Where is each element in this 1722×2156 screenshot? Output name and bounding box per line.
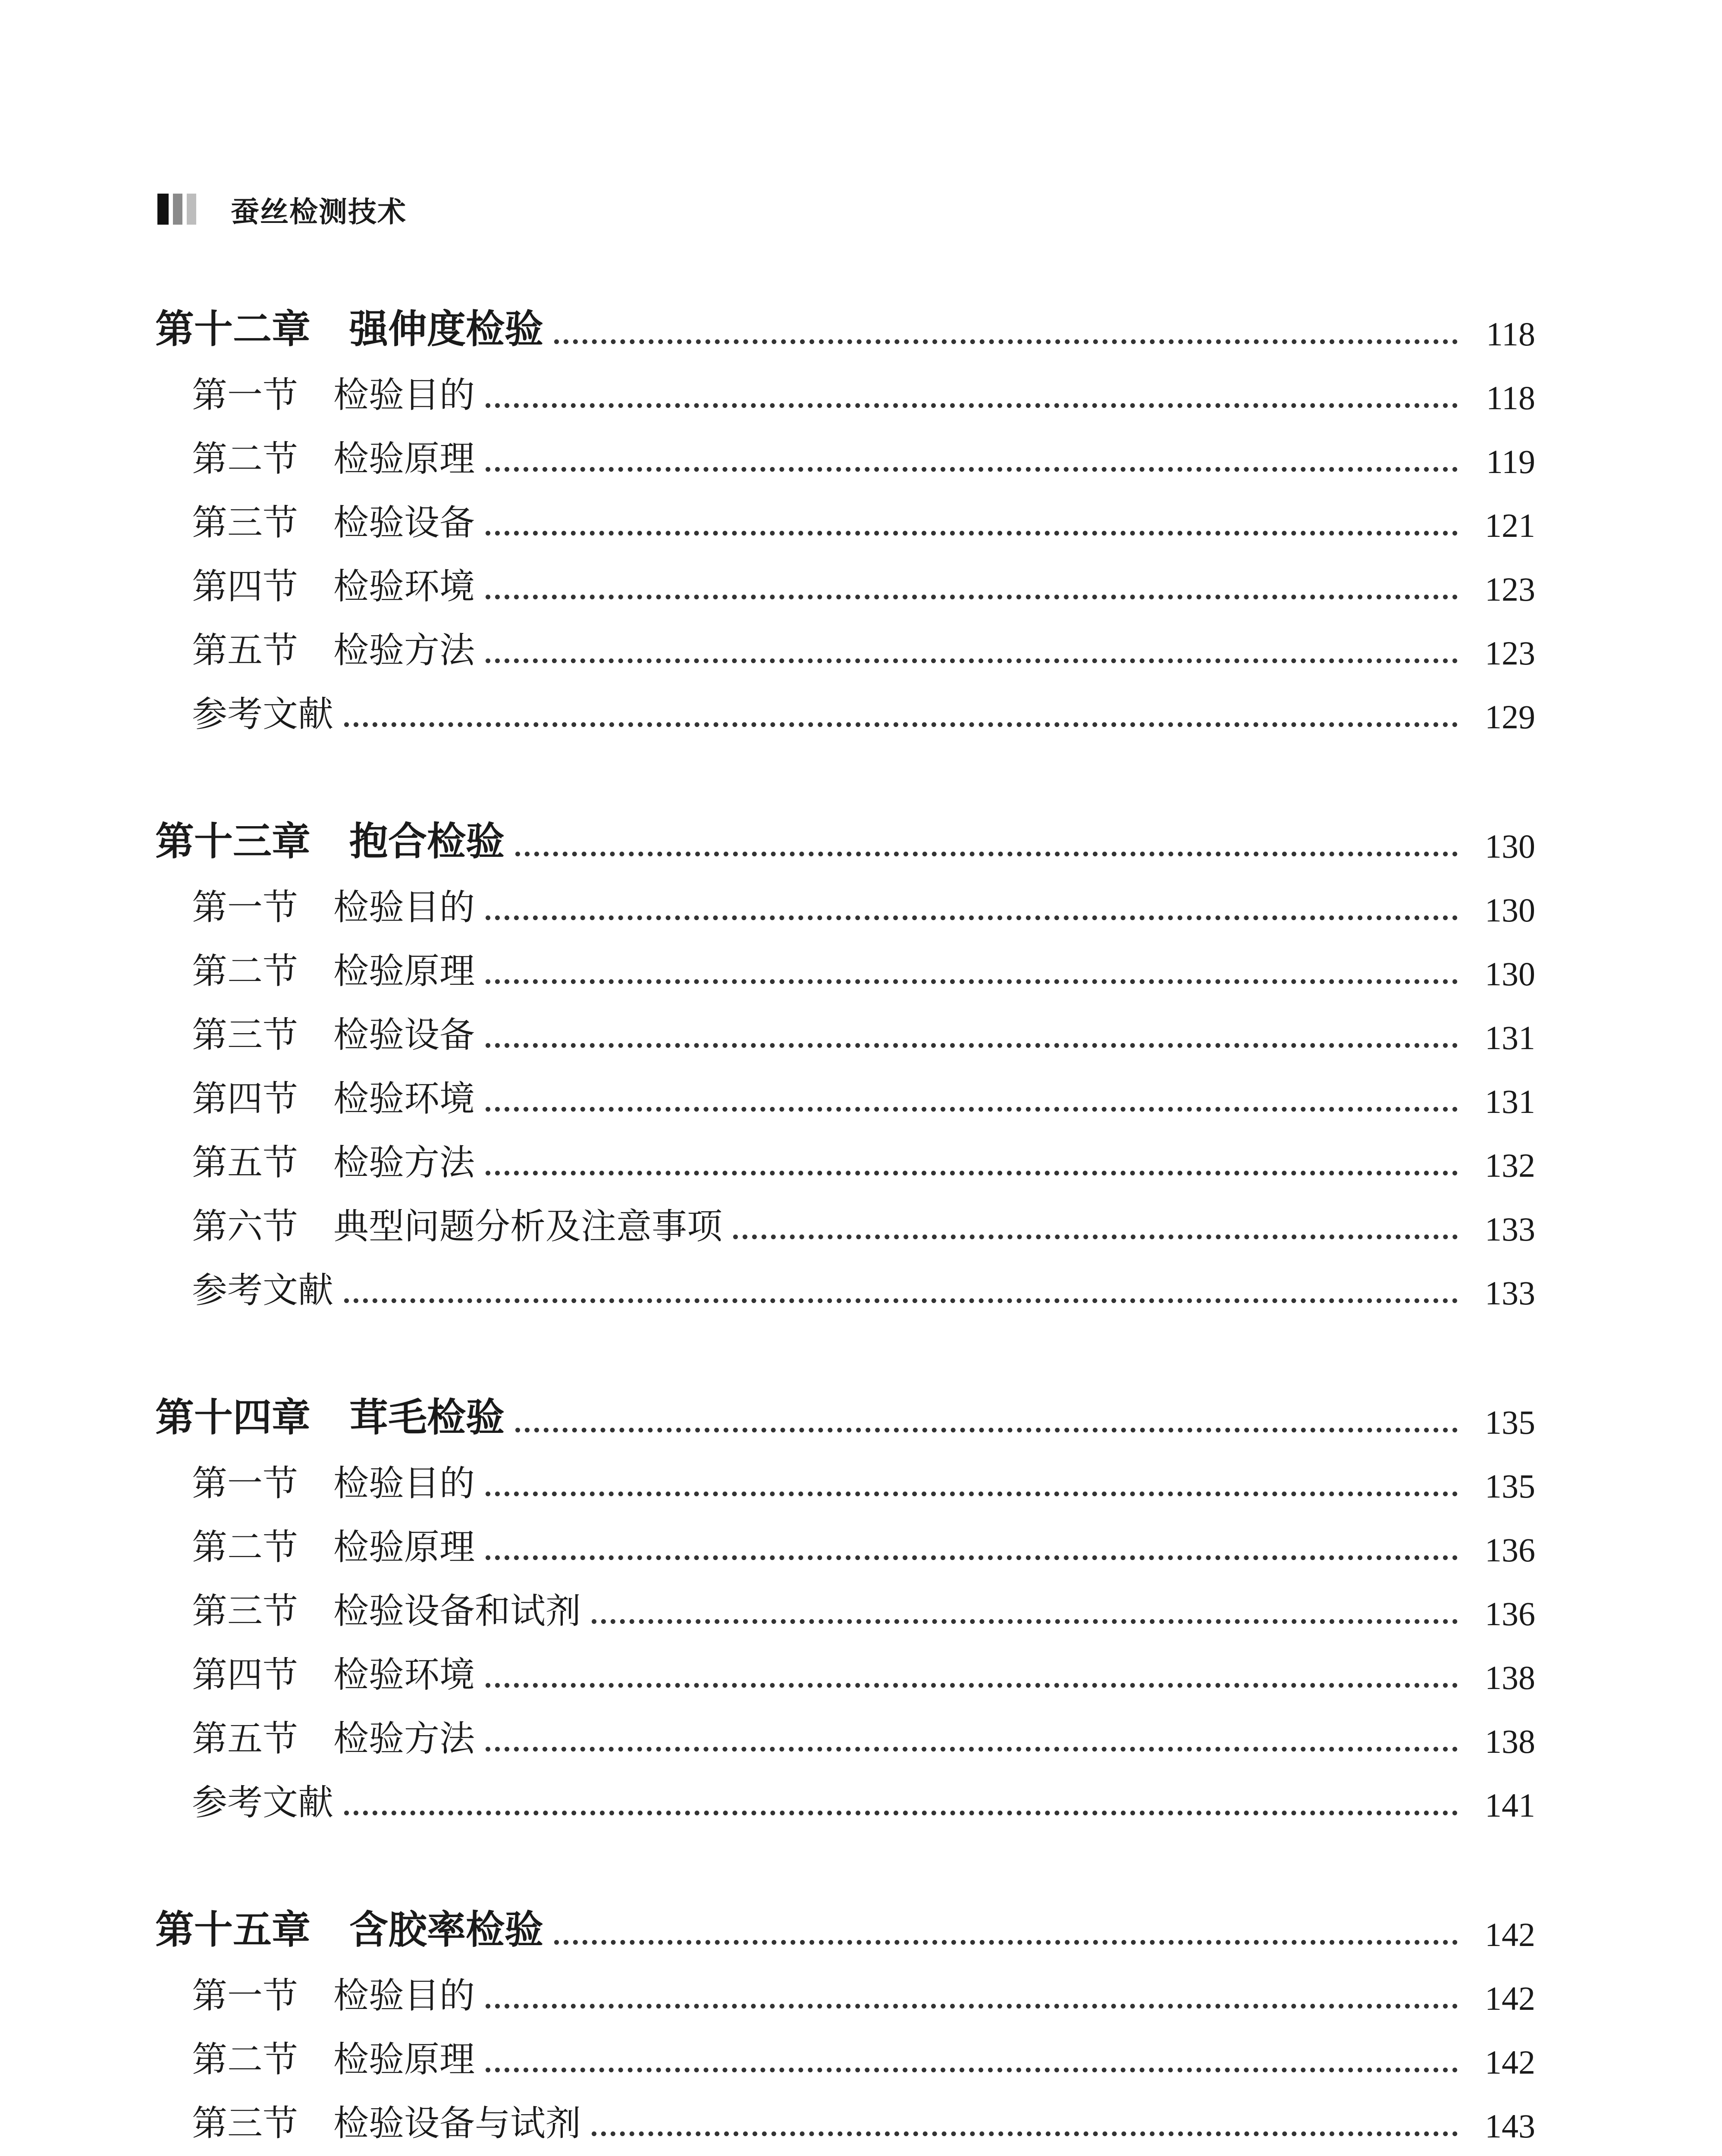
section-entry[interactable] xyxy=(155,1697,1535,1761)
section-entry[interactable] xyxy=(155,1761,1535,1825)
section-page-number: 141 xyxy=(1485,1786,1535,1824)
section-entry[interactable] xyxy=(155,930,1535,993)
chapter-title: 第十三章 抱合检验 xyxy=(155,819,505,864)
section-title: 第四节 检验环境 xyxy=(192,566,475,607)
section-page-number: 143 xyxy=(1485,2107,1535,2145)
section-entry[interactable] xyxy=(155,866,1535,930)
section-title: 第三节 检验设备 xyxy=(192,502,475,543)
chapter-page-number: 130 xyxy=(1485,827,1535,865)
section-page-number: 136 xyxy=(1485,1531,1535,1569)
section-entry[interactable] xyxy=(155,1506,1535,1570)
dot-leader xyxy=(344,1298,1458,1303)
section-title: 第四节 检验环境 xyxy=(192,1078,475,1119)
section-page-number: 119 xyxy=(1486,443,1535,480)
dot-leader xyxy=(486,1171,1458,1175)
section-page-number: 130 xyxy=(1485,955,1535,993)
section-entry[interactable] xyxy=(155,1057,1535,1121)
section-entry[interactable] xyxy=(155,545,1535,609)
section-page-number: 135 xyxy=(1485,1467,1535,1505)
section-title: 第四节 检验环境 xyxy=(192,1655,475,1695)
section-entry[interactable] xyxy=(155,2082,1535,2146)
section-entry[interactable] xyxy=(155,609,1535,673)
dot-leader xyxy=(486,1747,1458,1752)
section-page-number: 142 xyxy=(1485,2043,1535,2081)
section-title: 参考文献 xyxy=(192,694,334,735)
dot-leader xyxy=(554,1940,1458,1945)
header-bars-icon xyxy=(157,194,201,225)
chapter-title: 第十二章 强伸度检验 xyxy=(155,307,543,352)
section-page-number: 123 xyxy=(1485,570,1535,608)
section-page-number: 138 xyxy=(1485,1723,1535,1760)
section-page-number: 131 xyxy=(1485,1083,1535,1120)
section-entry[interactable] xyxy=(155,1442,1535,1506)
section-title: 第三节 检验设备与试剂 xyxy=(192,2103,581,2144)
dot-leader xyxy=(486,595,1458,599)
section-title: 第二节 检验原理 xyxy=(192,2039,475,2080)
section-entry[interactable] xyxy=(155,673,1535,736)
section-title: 第一节 检验目的 xyxy=(192,1975,475,2016)
dot-leader xyxy=(486,1107,1458,1112)
dot-leader xyxy=(486,1555,1458,1560)
section-title: 第五节 检验方法 xyxy=(192,1142,475,1183)
book-title: 蚕丝检测技术 xyxy=(231,195,407,229)
chapter-title: 第十四章 茸毛检验 xyxy=(155,1395,505,1440)
dot-leader xyxy=(486,1492,1458,1496)
dot-leader xyxy=(344,722,1458,727)
dot-leader xyxy=(486,467,1458,472)
table-of-contents xyxy=(155,285,1535,2156)
chapter-block xyxy=(155,1373,1535,1825)
section-page-number: 123 xyxy=(1485,634,1535,672)
chapter-entry[interactable] xyxy=(155,797,1535,866)
chapter-block xyxy=(155,797,1535,1313)
section-page-number: 138 xyxy=(1485,1659,1535,1696)
dot-leader xyxy=(486,403,1458,408)
dot-leader xyxy=(592,1619,1458,1624)
chapter-entry[interactable] xyxy=(155,1373,1535,1442)
dot-leader xyxy=(515,852,1458,856)
section-page-number: 142 xyxy=(1485,1980,1535,2017)
section-title: 参考文献 xyxy=(192,1270,334,1311)
dot-leader xyxy=(486,658,1458,663)
section-title: 第二节 检验原理 xyxy=(192,1527,475,1568)
section-page-number: 133 xyxy=(1485,1210,1535,1248)
section-page-number: 130 xyxy=(1485,891,1535,929)
section-page-number: 118 xyxy=(1486,379,1535,417)
section-entry[interactable] xyxy=(155,417,1535,481)
section-entry[interactable] xyxy=(155,354,1535,417)
section-title: 第一节 检验目的 xyxy=(192,887,475,928)
section-entry[interactable] xyxy=(155,1185,1535,1249)
section-entry[interactable] xyxy=(155,2146,1535,2156)
dot-leader xyxy=(592,2131,1458,2136)
section-entry[interactable] xyxy=(155,1633,1535,1697)
section-page-number: 121 xyxy=(1485,507,1535,544)
section-page-number: 132 xyxy=(1485,1147,1535,1184)
dot-leader xyxy=(486,979,1458,984)
section-title: 第二节 检验原理 xyxy=(192,951,475,992)
dot-leader xyxy=(486,1043,1458,1048)
chapter-title: 第十五章 含胶率检验 xyxy=(155,1907,543,1952)
section-title: 第一节 检验目的 xyxy=(192,375,475,416)
section-title: 第一节 检验目的 xyxy=(192,1463,475,1504)
section-title: 第三节 检验设备和试剂 xyxy=(192,1591,581,1632)
dot-leader xyxy=(515,1428,1458,1432)
chapter-entry[interactable] xyxy=(155,1885,1535,1954)
dot-leader xyxy=(486,531,1458,536)
section-title: 参考文献 xyxy=(192,1782,334,1823)
section-title: 第二节 检验原理 xyxy=(192,439,475,479)
section-page-number: 136 xyxy=(1485,1595,1535,1633)
dot-leader xyxy=(344,1811,1458,1815)
dot-leader xyxy=(486,2068,1458,2072)
chapter-entry[interactable] xyxy=(155,285,1535,354)
section-entry[interactable] xyxy=(155,1121,1535,1185)
dot-leader xyxy=(486,1683,1458,1688)
section-page-number: 133 xyxy=(1485,1274,1535,1312)
section-title: 第六节 典型问题分析及注意事项 xyxy=(192,1206,723,1247)
chapter-block xyxy=(155,1885,1535,2156)
section-entry[interactable] xyxy=(155,1954,1535,2018)
section-entry[interactable] xyxy=(155,1249,1535,1313)
section-title: 第五节 检验方法 xyxy=(192,1718,475,1759)
dot-leader xyxy=(486,2004,1458,2009)
section-entry[interactable] xyxy=(155,1570,1535,1633)
section-page-number: 129 xyxy=(1485,698,1535,736)
dot-leader xyxy=(554,339,1458,344)
running-header xyxy=(157,190,407,229)
section-title: 第五节 检验方法 xyxy=(192,630,475,671)
section-entry[interactable] xyxy=(155,481,1535,545)
section-entry[interactable] xyxy=(155,993,1535,1057)
dot-leader xyxy=(733,1235,1458,1239)
section-title: 第三节 检验设备 xyxy=(192,1015,475,1056)
chapter-page-number: 135 xyxy=(1485,1404,1535,1441)
section-entry[interactable] xyxy=(155,2018,1535,2082)
chapter-page-number: 142 xyxy=(1485,1916,1535,1953)
dot-leader xyxy=(486,915,1458,920)
chapter-block xyxy=(155,285,1535,736)
section-page-number: 131 xyxy=(1485,1019,1535,1056)
chapter-page-number: 118 xyxy=(1486,315,1535,353)
